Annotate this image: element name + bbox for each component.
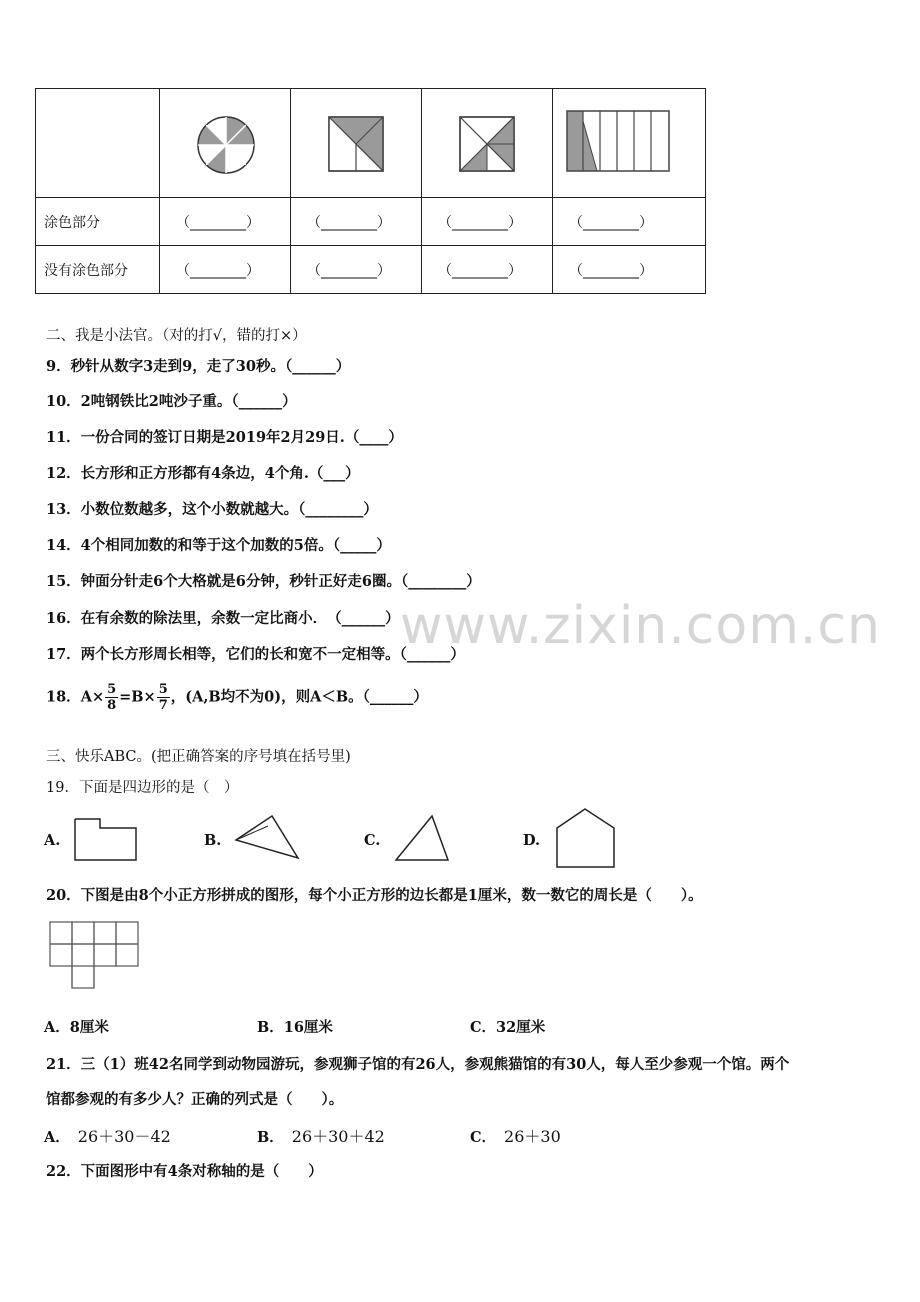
table-corner-cell <box>36 89 160 198</box>
question-10: 10．2吨钢铁比2吨沙子重。（______） <box>46 393 297 410</box>
option-b[interactable]: B. <box>204 832 222 849</box>
figure-cell <box>553 89 706 198</box>
table-row <box>36 246 706 294</box>
answer-cell[interactable]: （________） <box>422 198 553 246</box>
option-c[interactable]: C． 26＋30 <box>470 1127 561 1146</box>
table-row <box>36 198 706 246</box>
question-21-line1: 21．三（1）班42名同学到动物园游玩，参观狮子馆的有26人，参观熊猫馆的有30人，每人至少参观一个馆。两个 <box>46 1056 790 1073</box>
answer-cell[interactable]: （________） <box>422 246 553 294</box>
section-title: 三、快乐ABC。(把正确答案的序号填在括号里) <box>46 749 351 765</box>
question-20: 20．下图是由8个小正方形拼成的图形，每个小正方形的边长都是1厘米，数一数它的周长是（ ）。 <box>46 887 703 904</box>
question-19: 19．下面是四边形的是（ ） <box>46 780 239 796</box>
question-22: 22．下面图形中有4条对称轴的是（ ） <box>46 1163 323 1180</box>
option-b[interactable]: B．16厘米 <box>257 1019 333 1036</box>
option-c[interactable]: C. <box>364 832 381 849</box>
figure-cell <box>160 89 291 198</box>
figure-row <box>36 89 706 198</box>
answer-cell[interactable]: （________） <box>553 246 706 294</box>
figure-cell <box>422 89 553 198</box>
pentagon-house-icon <box>554 806 618 870</box>
figure-cell <box>291 89 422 198</box>
row-label: 涂色部分 <box>36 198 160 246</box>
question-9: 9．秒针从数字3走到9，走了30秒。（______） <box>46 358 351 375</box>
question-21-line2: 馆都参观的有多少人？正确的列式是（ ）。 <box>46 1091 344 1108</box>
fraction: $\frac{5}{8}$ <box>107 682 117 713</box>
triangle-icon <box>392 812 452 864</box>
rectangle-6-strips-shaded-icon <box>553 89 705 197</box>
question-11: 11．一份合同的签订日期是2019年2月29日.（____） <box>46 429 403 446</box>
fraction-table <box>35 88 706 294</box>
question-12: 12．长方形和正方形都有4条边，4个角.（___） <box>46 465 360 482</box>
answer-cell[interactable]: （________） <box>160 246 291 294</box>
answer-cell[interactable]: （________） <box>291 198 422 246</box>
row-label: 没有涂色部分 <box>36 246 160 294</box>
eight-squares-grid-icon <box>48 920 140 990</box>
watermark: www.zixin.com.cn <box>400 596 881 656</box>
obtuse-triangle-icon <box>232 812 304 864</box>
l-shape-quadrilateral-icon <box>72 816 142 864</box>
option-a[interactable]: A．8厘米 <box>44 1019 109 1036</box>
fraction: $\frac{5}{7}$ <box>158 682 168 713</box>
question-16: 16．在有余数的除法里，余数一定比商小． （______） <box>46 610 400 627</box>
option-c[interactable]: C．32厘米 <box>470 1019 546 1036</box>
answer-cell[interactable]: （________） <box>160 198 291 246</box>
question-18: 18．A× $\frac{5}{8}$ =B× $\frac{5}{7}$ ，(A,B均不为0)，则A＜B。（______） <box>46 682 428 713</box>
question-17: 17．两个长方形周长相等，它们的长和宽不一定相等。（______） <box>46 646 465 663</box>
question-13: 13．小数位数越多，这个小数就越大。（________） <box>46 501 378 518</box>
square-diagonals-shaded-icon <box>422 89 552 197</box>
answer-cell[interactable]: （________） <box>291 246 422 294</box>
option-b[interactable]: B． 26＋30＋42 <box>257 1127 385 1146</box>
circle-8-parts-3-shaded-icon <box>160 89 290 197</box>
option-a[interactable]: A. <box>44 832 61 849</box>
answer-cell[interactable]: （________） <box>553 198 706 246</box>
option-d[interactable]: D. <box>523 832 541 849</box>
section-title: 二、我是小法官。（对的打√，错的打×） <box>46 328 307 344</box>
question-15: 15．钟面分针走6个大格就是6分钟，秒针正好走6圈。（________） <box>46 573 481 590</box>
square-4-triangles-shaded-icon <box>291 89 421 197</box>
option-a[interactable]: A． 26＋30－42 <box>44 1127 171 1146</box>
question-14: 14．4个相同加数的和等于这个加数的5倍。（_____） <box>46 537 391 554</box>
